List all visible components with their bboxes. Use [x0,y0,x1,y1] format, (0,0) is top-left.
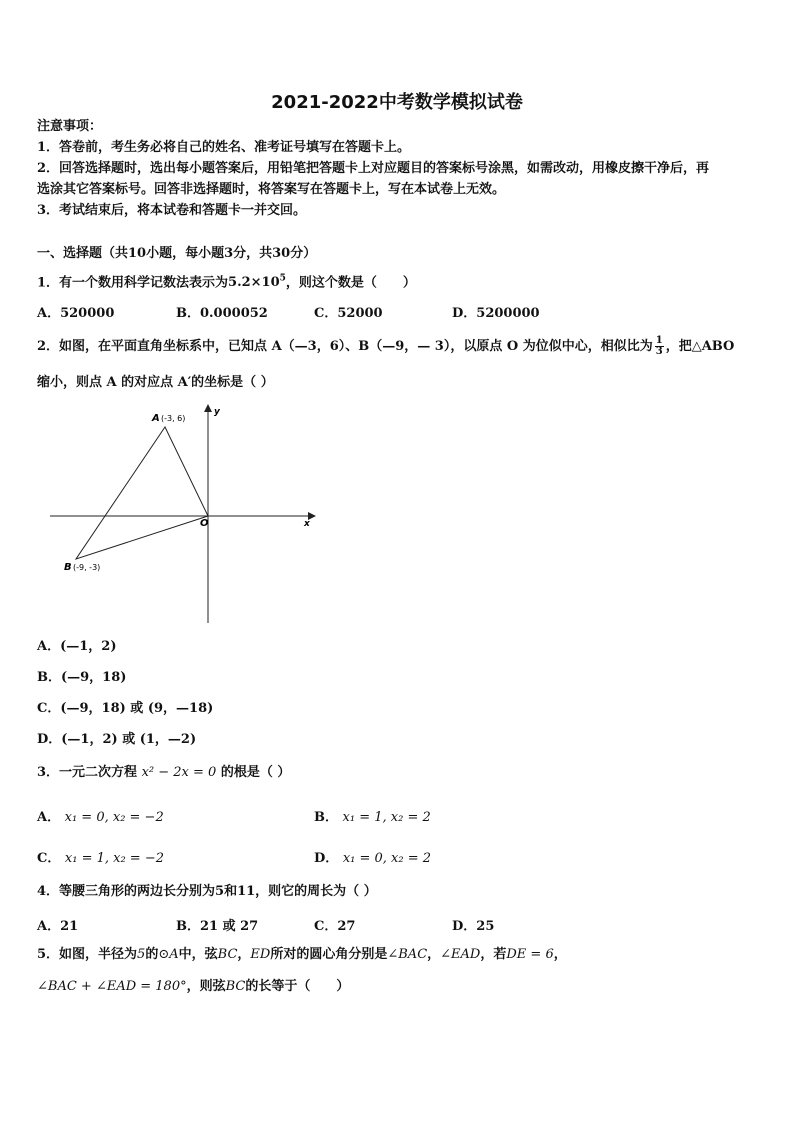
triangle-abo [76,427,208,559]
section-heading: 一、选择题（共10小题，每小题3分，共30分） [37,246,317,261]
q1-option-c[interactable]: C．52000 [314,306,383,321]
question-4-stem: 4．等腰三角形的两边长分别为5和11，则它的周长为（ ） [37,884,377,899]
coordinate-figure [40,398,330,633]
exam-title: 2021-2022中考数学模拟试卷 [271,92,523,113]
q1-option-a[interactable]: A．520000 [37,306,115,321]
q3-option-c[interactable]: C． x₁ = 1, x₂ = −2 [37,851,164,866]
q2-option-d[interactable]: D．(—1，2) 或 (1，—2) [37,732,197,747]
q4-option-b[interactable]: B．21 或 27 [176,919,259,934]
sci-notation: $5.2\times 10^5$ [228,274,286,291]
q3-option-a[interactable]: A． x₁ = 0, x₂ = −2 [37,810,164,825]
q4-option-c[interactable]: C．27 [314,919,356,934]
q1-option-d[interactable]: D．5200000 [452,306,540,321]
question-2-stem-cont: 缩小，则点 A 的对应点 A′的坐标是（ ） [37,375,274,390]
question-5-stem-cont: ∠BAC + ∠EAD = 180°，则弦BC的长等于（ ） [37,979,350,994]
q4-option-a[interactable]: A．21 [37,919,79,934]
x-axis-label: x [304,519,310,529]
point-a-label: A [152,413,160,424]
q2-option-a[interactable]: A．(—1，2) [37,639,117,654]
q1-option-b[interactable]: B．0.000052 [176,306,268,321]
notice-item-2-cont: 选涂其它答案标号。回答非选择题时，将答案写在答题卡上，写在本试卷上无效。 [37,182,506,197]
question-3-stem: 3．一元二次方程 x² − 2x = 0 的根是（ ） [37,765,291,780]
q2-option-c[interactable]: C．(—9，18) 或 (9，—18) [37,701,214,716]
point-a-coord: (-3, 6) [161,414,186,423]
q2-option-b[interactable]: B．(—9，18) [37,670,127,685]
notice-item-2: 2．回答选择题时，选出每小题答案后，用铅笔把答题卡上对应题目的答案标号涂黑，如需改动，用橡皮擦干净后，再 [37,161,710,176]
q4-option-d[interactable]: D．25 [452,919,495,934]
question-5-stem: 5．如图，半径为5的⊙A中，弦BC，ED所对的圆心角分别是∠BAC，∠EAD，若DE = 6， [37,947,567,962]
ratio-fraction: $\frac{1}{3}$ [655,335,663,357]
y-axis-label: y [214,407,220,417]
point-b-coord: (-9, -3) [73,563,101,572]
y-axis-arrow [204,404,212,412]
q3-option-d[interactable]: D． x₁ = 0, x₂ = 2 [314,851,432,866]
q3-equation: x² − 2x = 0 [141,765,217,780]
question-1-stem: 1．有一个数用科学记数法表示为$5.2\times 10^5$，则这个数是（ ） [37,274,416,291]
notice-item-3: 3．考试结束后，将本试卷和答题卡一并交回。 [37,203,307,218]
notice-heading: 注意事项： [37,119,103,134]
question-2-stem: 2．如图，在平面直角坐标系中，已知点 A（—3，6）、B（—9，— 3），以原点 O 为位似中心，相似比为 $\frac{1}{3}$ ，把△ABO [37,335,735,357]
point-b-label: B [64,562,72,573]
q3-option-b[interactable]: B． x₁ = 1, x₂ = 2 [314,810,431,825]
origin-label: O [200,518,209,529]
notice-item-1: 1．答卷前，考生务必将自己的姓名、准考证号填写在答题卡上。 [37,140,411,155]
